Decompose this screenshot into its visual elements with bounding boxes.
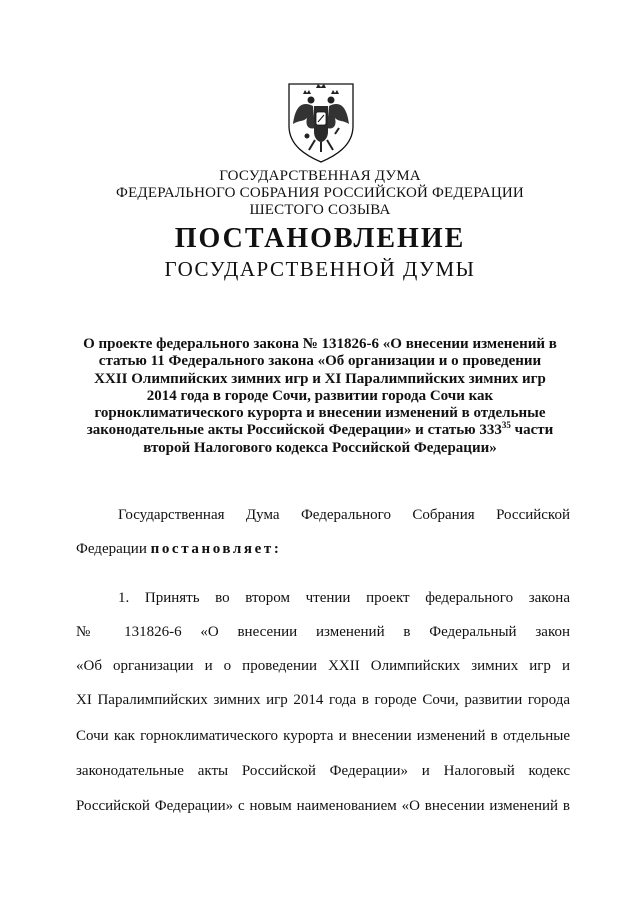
- subject-line-5: горноклиматического курорта и внесении изменений в отдельные: [94, 405, 546, 422]
- org-line-2: ФЕДЕРАЛЬНОГО СОБРАНИЯ РОССИЙСКОЙ ФЕДЕРАЦИИ: [116, 185, 524, 201]
- russian-coat-of-arms-icon: [283, 80, 359, 164]
- issuing-body: [0, 168, 640, 219]
- org-line-1: ГОСУДАРСТВЕННАЯ ДУМА: [219, 168, 421, 184]
- subject-line-6: [70, 422, 570, 439]
- org-line-3: ШЕСТОГО СОЗЫВА: [249, 202, 391, 218]
- subject-line-1: О проекте федерального закона № 131826-6 «О внесении изменений в: [83, 336, 557, 352]
- subject-line-7: второй Налогового кодекса Российской Федерации»: [143, 439, 497, 456]
- intro-line-2: [76, 540, 570, 558]
- resolves-word: постановляет:: [150, 541, 282, 557]
- intro-line-1: Государственная Дума Федерального Собрания Российской: [118, 507, 570, 523]
- coat-of-arms-emblem: [283, 80, 359, 164]
- document-type-subtitle: ГОСУДАРСТВЕННОЙ ДУМЫ: [164, 257, 476, 281]
- subject-line-4: 2014 года в городе Сочи, развитии города Сочи как: [146, 387, 494, 404]
- paragraph-1-line-2: № 131826-6 «О внесении изменений в Федеральный закон: [76, 624, 570, 640]
- paragraph-1-line-1: 1. Принять во втором чтении проект федерального закона: [118, 590, 570, 606]
- subject-line-6-main: законодательные акты Российской Федерации» и статью 333: [86, 422, 502, 439]
- paragraph-1-line-4: XI Паралимпийских зимних игр 2014 года в городе Сочи, развитии города: [76, 692, 570, 708]
- paragraph-1-line-5: Сочи как горноклиматического курорта и внесении изменений в отдельные: [76, 728, 570, 744]
- paragraph-1-line-7: Российской Федерации» с новым наименованием «О внесении изменений в: [76, 798, 570, 814]
- subject-line-3: XXII Олимпийских зимних игр и XI Паралимпийских зимних игр: [94, 370, 546, 387]
- article-superscript: 35: [501, 420, 511, 431]
- intro-line-2-start: Федерации: [76, 541, 151, 557]
- paragraph-1-line-3: «Об организации и о проведении XXII Олимпийских зимних игр и: [76, 658, 570, 674]
- document-type-title: ПОСТАНОВЛЕНИЕ: [174, 223, 466, 254]
- subject-line-6-end: части: [510, 422, 554, 439]
- document-subject: [70, 336, 570, 457]
- paragraph-1-line-6: законодательные акты Российской Федерации» и Налоговый кодекс: [76, 763, 570, 779]
- subject-line-2: статью 11 Федерального закона «Об организации и о проведении: [98, 353, 542, 370]
